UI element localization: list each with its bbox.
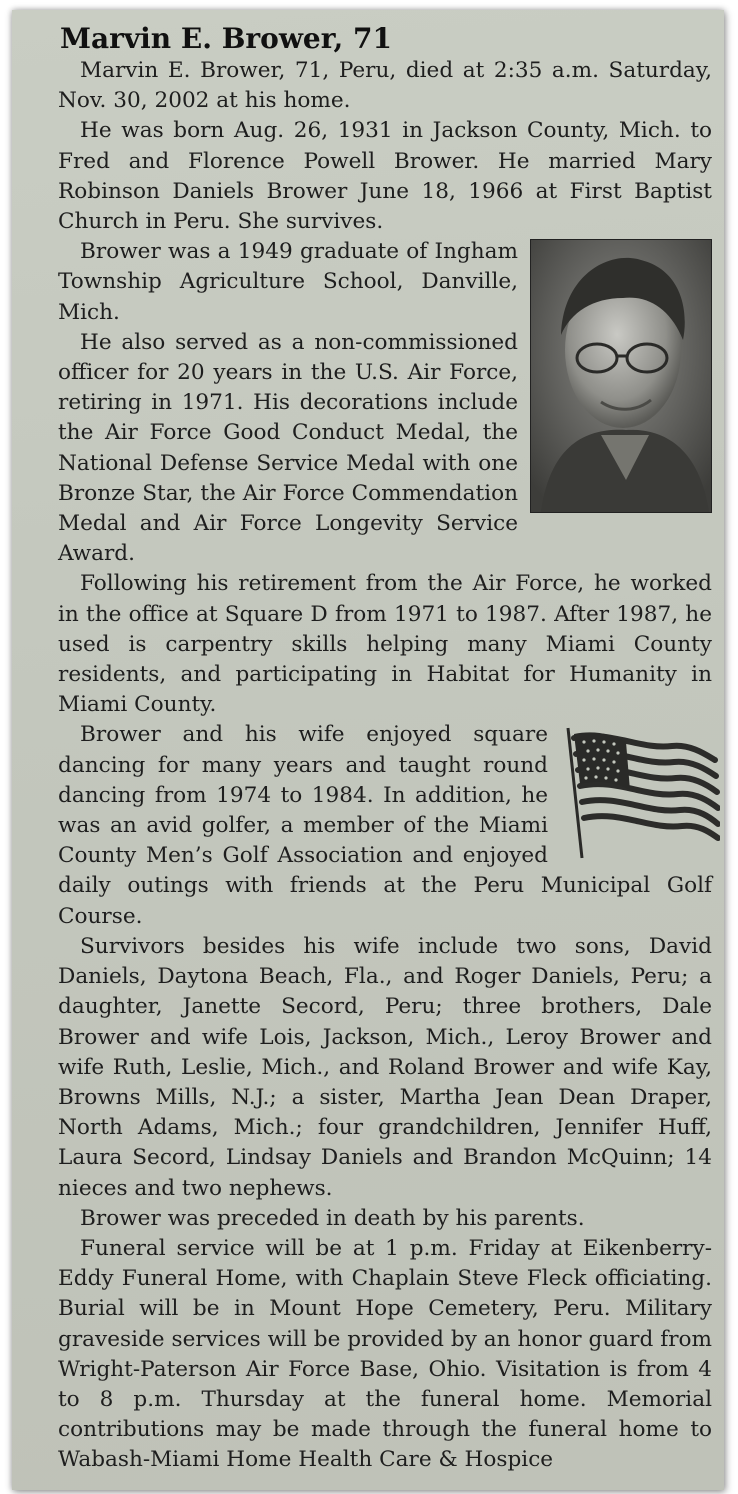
paragraph-hobbies: Brower and his wife enjoyed square dancing for many years and taught round dancing from 1974 to 1984. In addition, he was an avid golfer, a member of the Miami County Men’s Golf Association and enjoyed daily outings with friends at the Peru Municipal Golf Course. [58, 722, 712, 929]
portrait-photo [530, 239, 712, 513]
obituary-headline: Marvin E. Brower, 71 [60, 22, 392, 55]
paragraph-death-notice: Marvin E. Brower, 71, Peru, died at 2:35 a.m. Saturday, Nov. 30, 2002 at his home. [58, 58, 712, 114]
obituary-column [58, 22, 712, 1476]
american-flag-icon [560, 724, 720, 862]
paragraph-birth-marriage: He was born Aug. 26, 1931 in Jackson County, Mich. to Fred and Florence Powell Brower. He married Mary Robinson Daniels Brower June 18, 1966 at First Baptist Church in Peru. She survives. [58, 118, 712, 235]
paragraph-education: Brower was a 1949 graduate of Ingham Township Agriculture School, Danville, Mich. [58, 239, 518, 325]
paragraph-preceded-in-death: Brower was preceded in death by his parents. [80, 1205, 585, 1231]
paragraph-funeral-service: Funeral service will be at 1 p.m. Friday at Eikenberry-Eddy Funeral Home, with Chaplain Steve Fleck officiating. Burial will be in Mount Hope Cemetery, Peru. Military graveside services will be provided by an honor guard from Wright-Paterson Air Force Base, Ohio. Visitation is from 4 to 8 p.m. Thursday at the funeral home. Memorial contributions may be made through the funeral home to Wabash-Miami Home Health Care & Hospice [58, 1235, 712, 1473]
newspaper-clipping [12, 10, 724, 1490]
paragraph-career: Following his retirement from the Air Force, he worked in the office at Square D from 1971 to 1987. After 1987, he used is carpentry skills helping many Miami County residents, and participating in Habitat for Humanity in Miami County. [58, 571, 712, 718]
paragraph-survivors: Survivors besides his wife include two sons, David Daniels, Daytona Beach, Fla., and Roger Daniels, Peru; a daughter, Janette Secord, Peru; three brothers, Dale Brower and wife Lois, Jackson, Mich., Leroy Brower and wife Ruth, Leslie, Mich., and Roland Brower and wife Kay, Browns Mills, N.J.; a sister, Martha Jean Dean Draper, North Adams, Mich.; four grandchildren, Jennifer Huff, Laura Secord, Lindsay Daniels and Brandon McQuinn; 14 nieces and two nephews. [58, 933, 712, 1201]
paragraph-military-service: He also served as a non-commissioned officer for 20 years in the U.S. Air Force, retiring in 1971. His decorations include the Air Force Good Conduct Medal, the National Defense Service Medal with one Bronze Star, the Air Force Commendation Medal and Air Force Longevity Service Award. [58, 329, 518, 567]
